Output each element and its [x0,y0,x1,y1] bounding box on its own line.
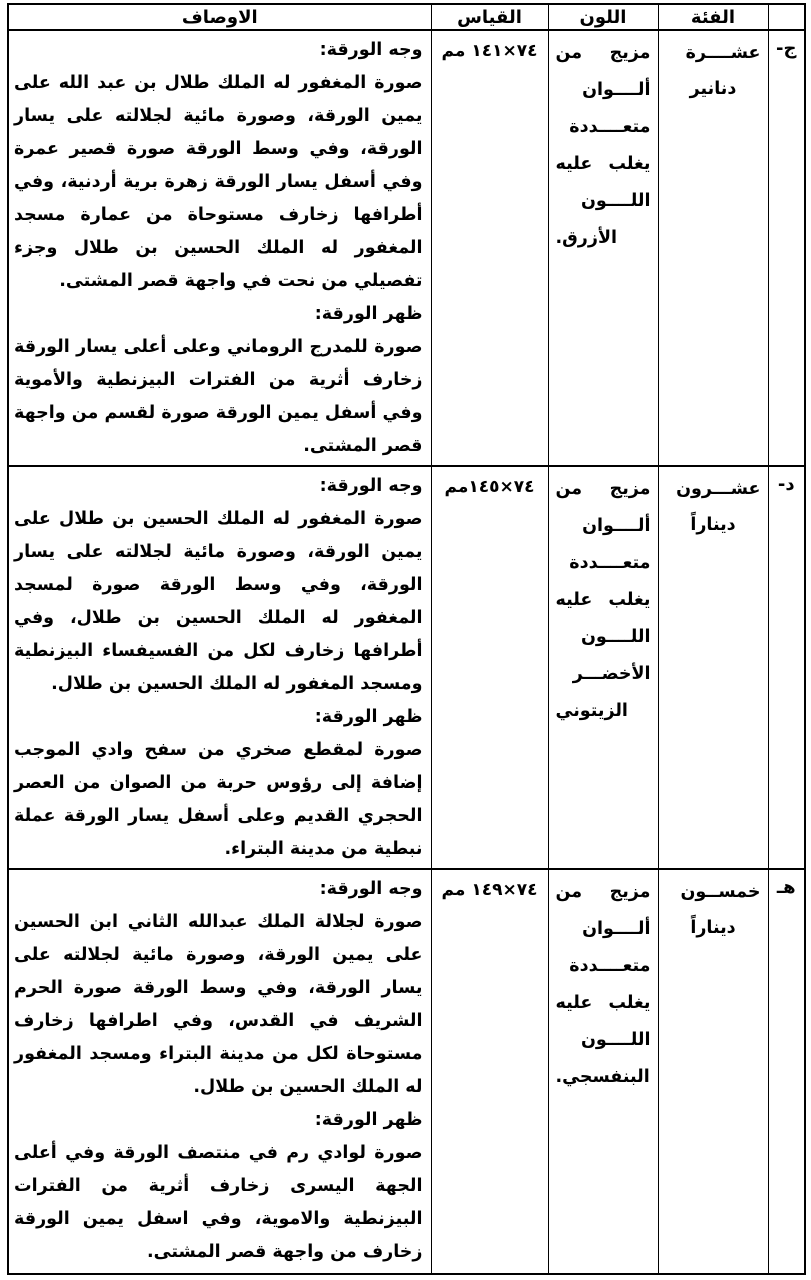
back-side-label: ظهر الورقة: [314,707,423,727]
description-cell [8,30,431,466]
back-side-label: ظهر الورقة: [314,1110,423,1130]
front-side-text: صورة المغفور له الملك الحسين بن طلال على يمين الورقة، وصورة مائية لجلالته على يسار الورقة، وفي وسط الورقة صورة لمسجد المغفور له الملك الحسين بن طلال، وفي أطرافها زخارف لكل من الفسيفساء البيزنطية ومسجد المغفور له الملك الحسين بن طلال. [14,509,423,694]
front-side-text: صورة لجلالة الملك عبدالله الثاني ابن الحسين على يمين الورقة، وصورة مائية لجلالته على يسار الورقة، وفي وسط الورقة صورة الحرم الشريف في القدس، وفي اطرافها زخارف مستوحاة لكل من مدينة البتراء ومسجد المغفور له الملك الحسين بن طلال. [14,912,423,1097]
table-row-twenty-dinars [8,466,805,869]
row-marker: د- [768,466,805,869]
measurement-cell: ٧٤×١٤١ مم [431,30,548,466]
header-category: الفئة [658,4,768,30]
front-side-label: وجه الورقة: [319,476,423,496]
table-row-ten-dinars [8,30,805,466]
back-side-label: ظهر الورقة: [314,304,423,324]
front-side-label: وجه الورقة: [319,40,423,60]
measurement-cell: ٧٤×١٤٥مم [431,466,548,869]
back-side-text: صورة لوادي رم في منتصف الورقة وفي أعلى الجهة اليسرى زخارف أثرية من الفترات البيزنطية والاموية، وفي اسفل يمين الورقة زخارف من واجهة قصر المشتى. [14,1143,423,1262]
back-side-text: صورة لمقطع صخري من سفح وادي الموجب إضافة إلى رؤوس حربة من الصوان من العصر الحجري القديم وعلى أسفل يسار الورقة عملة نبطية من مدينة البتراء. [14,740,423,859]
header-measurement: القياس [431,4,548,30]
header-description: الاوصاف [8,4,431,30]
front-side-label: وجه الورقة: [319,879,423,899]
banknote-descriptions-table [7,3,806,1275]
measurement-cell: ٧٤×١٤٩ مم [431,869,548,1274]
category-cell: عشــــرة دنانير [658,30,768,466]
color-cell: مزيج من ألــــوان متعــــددة يغلب عليه اللــــون الأزرق. [548,30,658,466]
category-cell: عشـــرون ديناراً [658,466,768,869]
header-color: اللون [548,4,658,30]
color-cell: مزيج من ألــــوان متعــــددة يغلب عليه اللــــون الأخضـــر الزيتوني [548,466,658,869]
front-side-text: صورة المغفور له الملك طلال بن عبد الله على يمين الورقة، وصورة مائية لجلالته على يسار الورقة، وفي وسط الورقة صورة قصير عمرة وفي أسفل يسار الورقة زهرة برية أردنية، وفي أطرافها زخارف مستوحاة من عمارة مسجد المغفور له الملك الحسين بن طلال وجزء تفصيلي من نحت في واجهة قصر المشتى. [14,73,423,291]
back-side-text: صورة للمدرج الروماني وعلى أعلى يسار الورقة زخارف أثرية من الفترات البيزنطية والأموية وفي أسفل يمين الورقة صورة لقسم من واجهة قصر المشتى. [14,337,423,456]
header-row [8,4,805,30]
row-marker: هـ [768,869,805,1274]
header-marker [768,4,805,30]
description-cell [8,466,431,869]
category-cell: خمســون ديناراً [658,869,768,1274]
row-marker: ج- [768,30,805,466]
color-cell: مزيج من ألــــوان متعــــددة يغلب عليه اللــــون البنفسجي. [548,869,658,1274]
description-cell [8,869,431,1274]
table-row-fifty-dinars [8,869,805,1274]
